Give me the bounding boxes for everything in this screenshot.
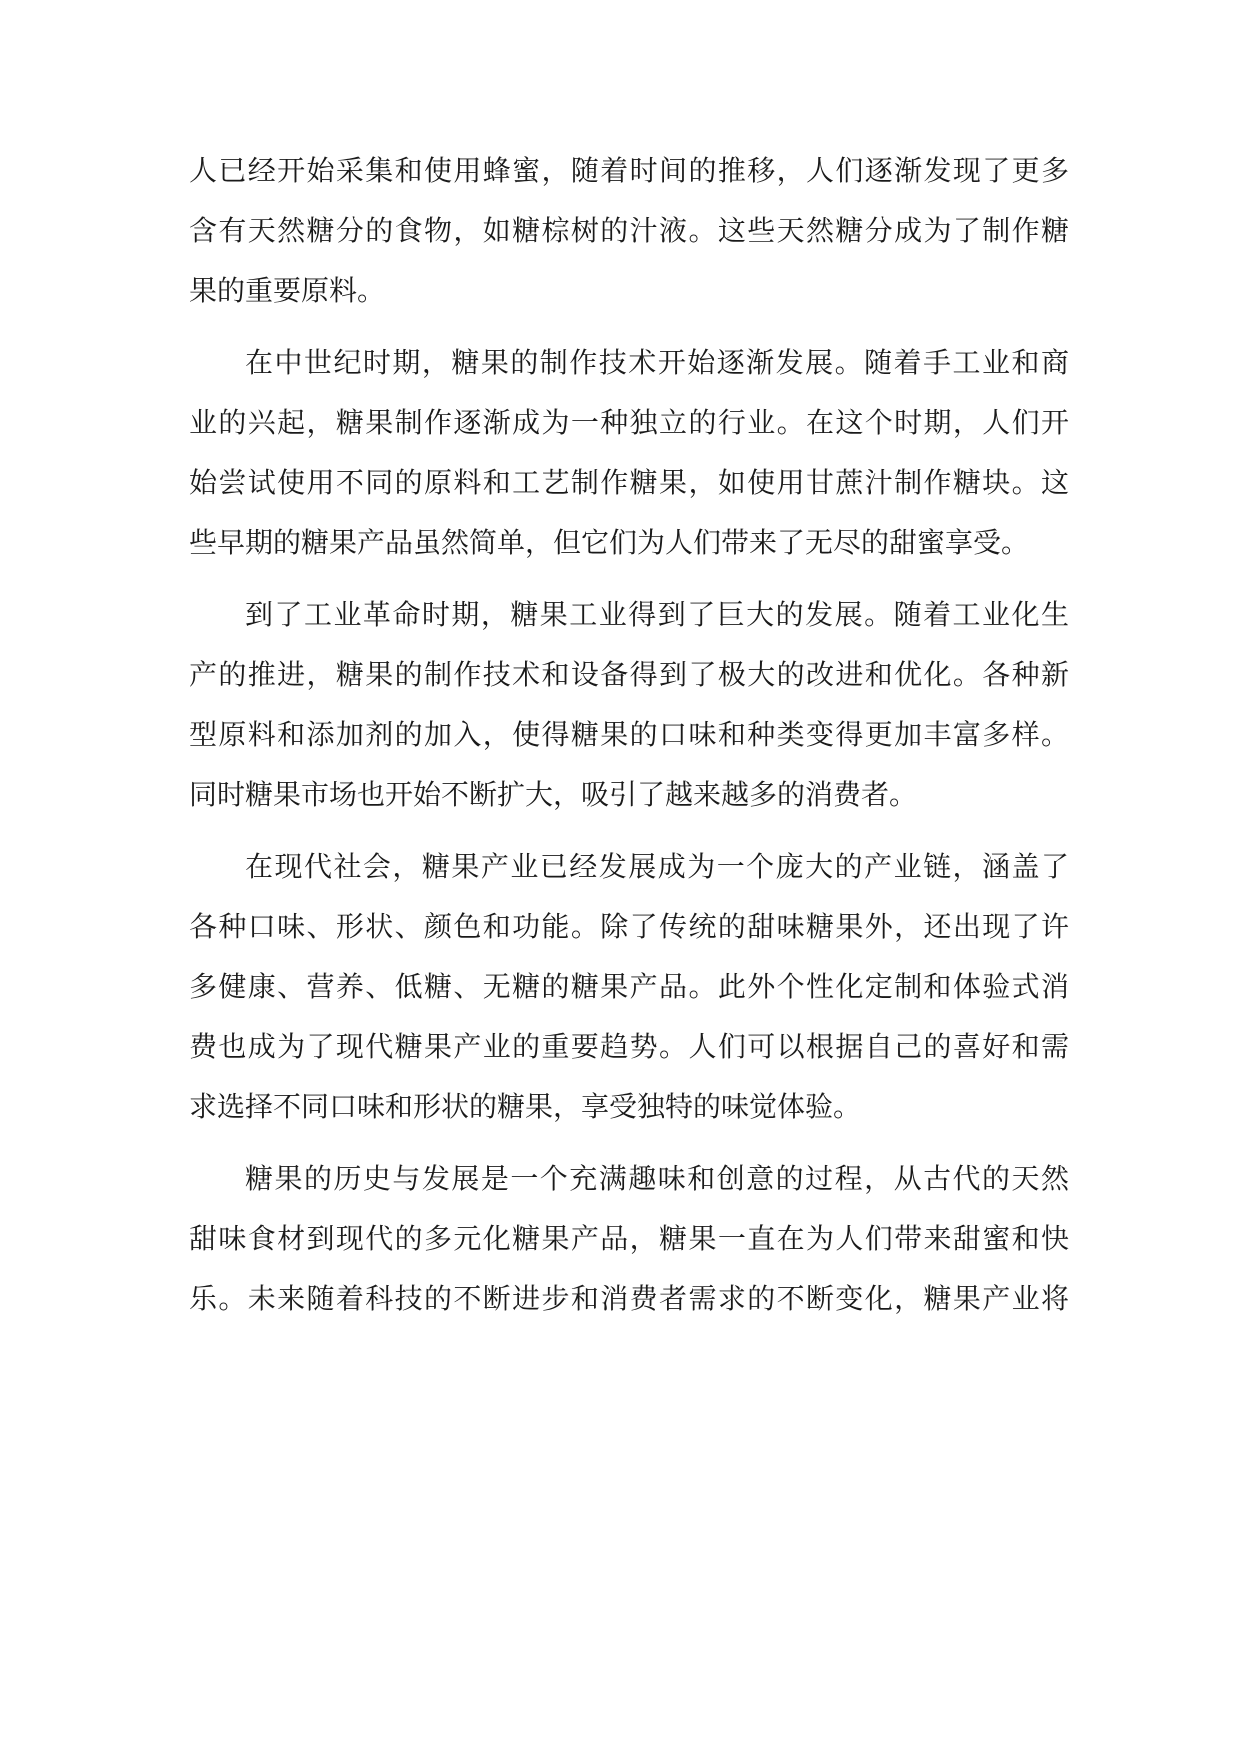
- text-line: 在现代社会，糖果产业已经发展成为一个庞大的产业链，涵盖了: [245, 850, 1069, 883]
- text-line: 到了工业革命时期，糖果工业得到了巨大的发展。随着工业化生: [245, 598, 1069, 631]
- text-line: 业的兴起，糖果制作逐渐成为一种独立的行业。在这个时期，人们开: [189, 406, 1069, 439]
- text-line: 果的重要原料。: [189, 274, 386, 307]
- text-line: 各种口味、形状、颜色和功能。除了传统的甜味糖果外，还出现了许: [189, 910, 1069, 943]
- text-line: 人已经开始采集和使用蜂蜜，随着时间的推移，人们逐渐发现了更多: [189, 154, 1069, 187]
- text-line: 些早期的糖果产品虽然简单，但它们为人们带来了无尽的甜蜜享受。: [189, 526, 1030, 559]
- text-line: 多健康、营养、低糖、无糖的糖果产品。此外个性化定制和体验式消: [189, 970, 1069, 1003]
- paragraph-2: [189, 333, 1069, 573]
- text-line: 同时糖果市场也开始不断扩大，吸引了越来越多的消费者。: [189, 778, 918, 811]
- paragraph-4: [189, 837, 1069, 1137]
- text-line: 甜味食材到现代的多元化糖果产品，糖果一直在为人们带来甜蜜和快: [189, 1222, 1069, 1255]
- body-text: [189, 141, 1069, 1341]
- paragraph-1: [189, 141, 1069, 321]
- paragraph-5: [189, 1149, 1069, 1329]
- text-line: 始尝试使用不同的原料和工艺制作糖果，如使用甘蔗汁制作糖块。这: [189, 466, 1069, 499]
- text-line: 费也成为了现代糖果产业的重要趋势。人们可以根据自己的喜好和需: [189, 1030, 1069, 1063]
- text-line: 在中世纪时期，糖果的制作技术开始逐渐发展。随着手工业和商: [245, 346, 1069, 379]
- paragraph-3: [189, 585, 1069, 825]
- text-line: 糖果的历史与发展是一个充满趣味和创意的过程，从古代的天然: [245, 1162, 1069, 1195]
- text-line: 含有天然糖分的食物，如糖棕树的汁液。这些天然糖分成为了制作糖: [189, 214, 1069, 247]
- text-line: 求选择不同口味和形状的糖果，享受独特的味觉体验。: [189, 1090, 862, 1123]
- text-line: 型原料和添加剂的加入，使得糖果的口味和种类变得更加丰富多样。: [189, 718, 1069, 751]
- text-line: 乐。未来随着科技的不断进步和消费者需求的不断变化，糖果产业将: [189, 1282, 1069, 1315]
- text-line: 产的推进，糖果的制作技术和设备得到了极大的改进和优化。各种新: [189, 658, 1069, 691]
